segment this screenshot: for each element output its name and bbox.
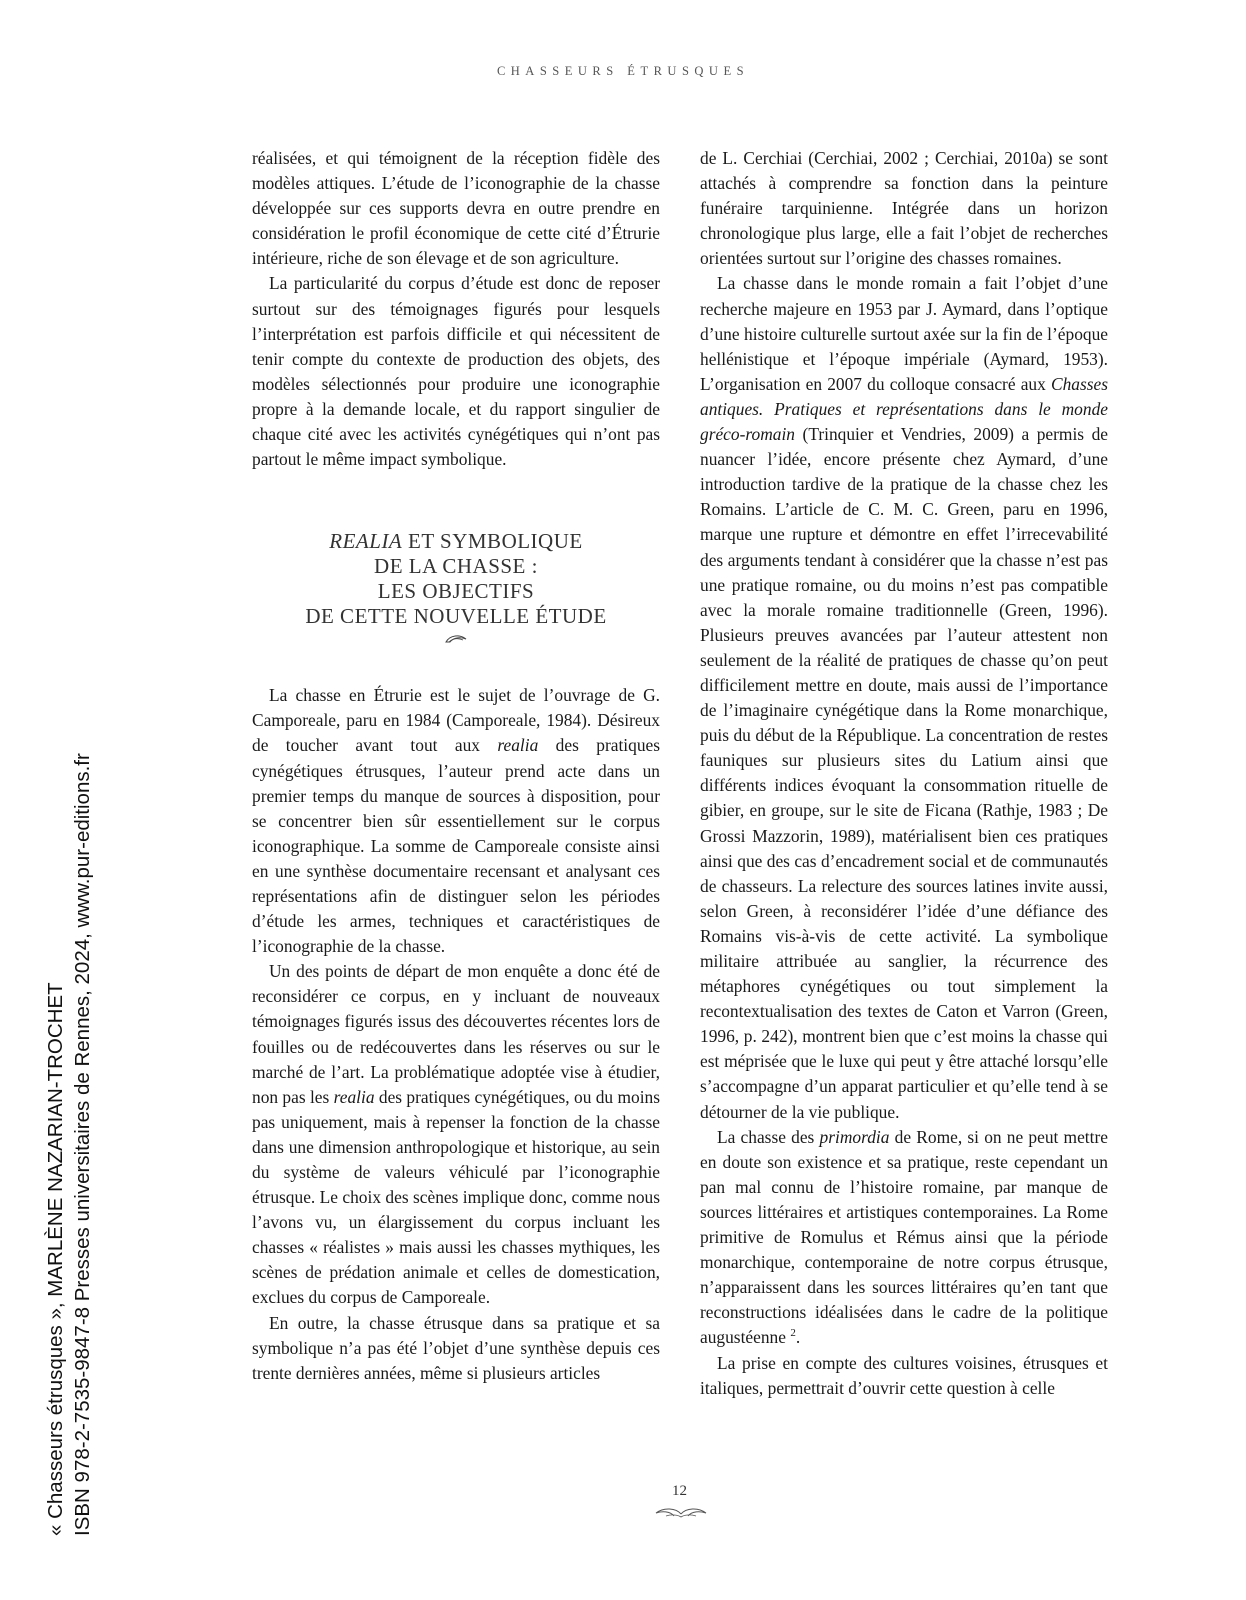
ornament-icon xyxy=(444,633,468,645)
paragraph: La chasse des primordia de Rome, si on ne peut mettre en doute son existence et sa pratique, reste cependant un pan mal connu de l’histoire romaine, par manque de sources littéraires et artistiques contemporaines. La Rome primitive de Romulus et Rémus ainsi que la période monarchique, contemporaine de notre corpus étrusque, n’apparaissent dans les sources littéraires qu’en tant que reconstructions idéalisées dans le cadre de la politique augustéenne $^2$. xyxy=(700,1126,1108,1348)
heading-italic-word: REALIA xyxy=(329,529,403,554)
running-head: CHASSEURS ÉTRUSQUES xyxy=(496,64,750,78)
heading-line: DE LA CHASSE : xyxy=(374,554,538,579)
paragraph: La prise en compte des cultures voisines, étrusques et italiques, permettrait d’ouvrir cette question à celle xyxy=(700,1352,1108,1398)
paragraph: En outre, la chasse étrusque dans sa pratique et sa symbolique n’a pas été l’objet d’une synthèse depuis ces trente dernières années, même si plusieurs articles xyxy=(252,1312,660,1383)
section-heading xyxy=(252,529,660,645)
page-number: 12 xyxy=(672,1483,687,1499)
paragraph: de L. Cerchiai (Cerchiai, 2002 ; Cerchiai, 2010a) se sont attachés à comprendre sa fonction dans la peinture funéraire tarquinienne. Intégrée dans un horizon chronologique plus large, elle a fait l’objet de recherches orientées surtout sur l’origine des chasses romaines. xyxy=(700,148,1108,269)
heading-line: DE CETTE NOUVELLE ÉTUDE xyxy=(305,604,607,629)
heading-line xyxy=(252,529,660,554)
footnote-reference: 2 xyxy=(790,1327,796,1340)
heading-text: ET SYMBOLIQUE xyxy=(402,529,583,554)
credit-line: ISBN 978-2-7535-9847-8 Presses universitaires de Rennes, 2024, www.pur-editions.fr xyxy=(71,753,94,1536)
paragraph: réalisées, et qui témoignent de la réception fidèle des modèles attiques. L’étude de l’iconographie de la chasse développée sur ces supports devra en outre prendre en considération le profil économique de cette cité d’Étrurie intérieure, riche de son élevage et de son agriculture. xyxy=(252,148,660,269)
side-credit xyxy=(42,753,96,1536)
paragraph: La particularité du corpus d’étude est donc de reposer surtout sur des témoignages figurés pour lesquels l’interprétation est parfois difficile et qui nécessitent de tenir compte du contexte de production des objets, des modèles sélectionnés pour produire une iconographie propre à la demande locale, et du rapport singulier de chaque cité avec les activités cynégétiques qui n’ont pas partout le même impact symbolique. xyxy=(252,273,660,470)
credit-line: « Chasseurs étrusques », MARLÈNE NAZARIAN-TROCHET xyxy=(44,982,67,1536)
right-column xyxy=(700,146,1108,1401)
heading-line: LES OBJECTIFS xyxy=(377,579,535,604)
left-column xyxy=(252,146,660,1386)
paragraph: La chasse dans le monde romain a fait l’objet d’une recherche majeure en 1953 par J. Aymard, dans l’optique d’une histoire culturelle surtout axée sur la fin de l’époque hellénistique et l’époque impériale (Aymard, 1953). L’organisation en 2007 du colloque consacré aux Chasses antiques. Pratiques et représentations dans le monde gréco-romain (Trinquier et Vendries, 2009) a permis de nuancer l’idée, encore présente chez Aymard, d’une introduction tardive de la pratique de la chasse chez les Romains. L’article de C. M. C. Green, paru en 1996, marque une rupture et démontre en effet l’irrecevabilité des arguments tendant à considérer que la chasse n’est pas une pratique romaine, ou du moins n’est pas compatible avec la morale romaine traditionnelle (Green, 1996). Plusieurs preuves avancées par l’auteur attestent non seulement de la réalité de pratiques de chasse qu’on peut difficilement mettre en doute, mais aussi de l’importance de l’imaginaire cynégétique dans la Rome monarchique, puis du début de la République. La concentration de restes fauniques sur plusieurs sites du Latium ainsi que différents indices évoquant la consommation rituelle de gibier, en groupe, sur le site de Ficana (Rathje, 1983 ; De Grossi Mazzorin, 1989), matérialisent bien ces pratiques ainsi que des cas d’encadrement social et de communautés de chasseurs. La relecture des sources latines invite aussi, selon Green, à reconsidérer l’idée d’une défiance des Romains vis-à-vis de cette activité. La symbolique militaire attribuée au sanglier, la récurrence des métaphores cynégétiques ou tout simplement la recontextualisation des textes de Caton et Varron (Green, 1996, p. 242), montrent bien que c’est moins la chasse qui est méprisée que le luxe qui peut y être attaché lorsqu’elle s’accompagne d’un apparat particulier et qu’elle tend à se détourner de la vie publique. xyxy=(700,273,1108,1122)
ornament-icon xyxy=(652,1506,710,1520)
paragraph: Un des points de départ de mon enquête a donc été de reconsidérer ce corpus, en y incluant de nouveaux témoignages figurés issus des découvertes récentes lors de fouilles ou de redécouvertes dans les réserves ou sur le marché de l’art. La problématique adoptée vise à étudier, non pas les realia des pratiques cynégétiques, ou du moins pas uniquement, mais à repenser la fonction de la chasse dans une dimension anthropologique et historique, au sein du système de valeurs véhiculé par l’iconographie étrusque. Le choix des scènes implique donc, comme nous l’avons vu, un élargissement du corpus incluant les chasses « réalistes » mais aussi les chasses mythiques, les scènes de prédation animale et celles de domestication, exclues du corpus de Camporeale. xyxy=(252,961,660,1308)
paragraph: La chasse en Étrurie est le sujet de l’ouvrage de G. Camporeale, paru en 1984 (Camporeale, 1984). Désireux de toucher avant tout aux realia des pratiques cynégétiques étrusques, l’auteur prend acte dans un premier temps du manque de sources à disposition, pour se concentrer bien sûr essentiellement sur le corpus iconographique. La somme de Camporeale consiste ainsi en une synthèse documentaire recensant et analysant ces représentations afin de distinguer selon les périodes d’étude les armes, techniques et caractéristiques de l’iconographie de la chasse. xyxy=(252,685,661,957)
